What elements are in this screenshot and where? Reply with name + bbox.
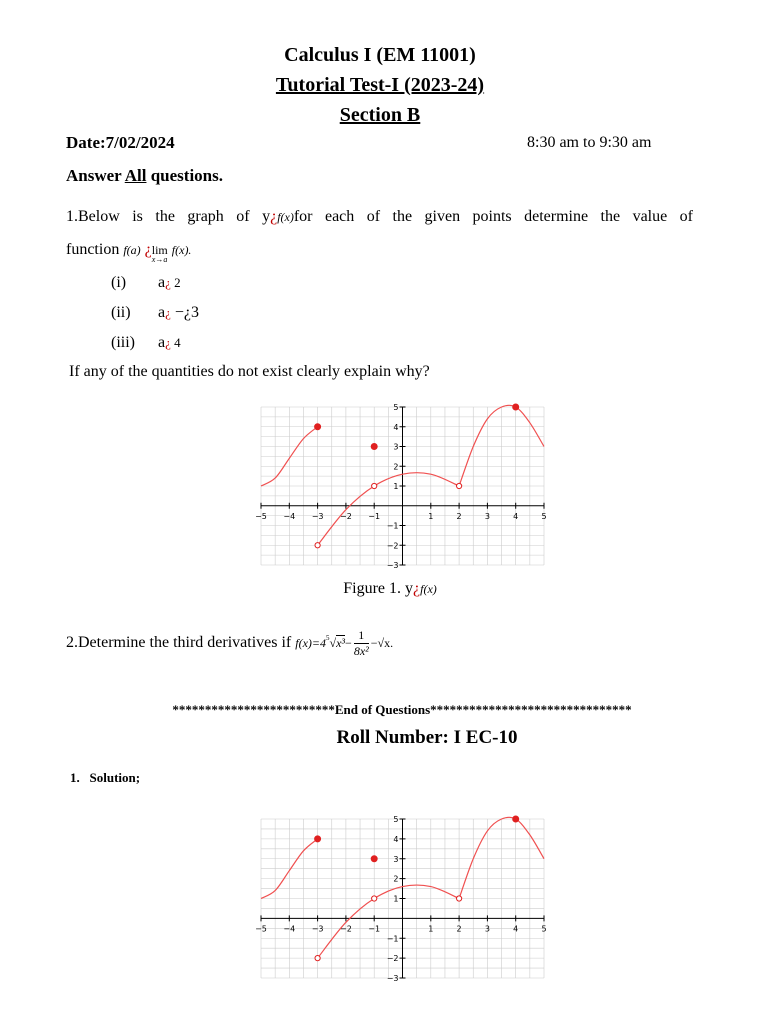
- frac-numerator: 1: [354, 628, 369, 644]
- instruction-pre: Answer: [66, 166, 125, 185]
- x-tick-label: 1: [428, 924, 434, 934]
- item-number: (ii): [111, 304, 131, 321]
- caption-pre: Figure 1. y: [343, 580, 413, 597]
- open-point: [372, 483, 377, 488]
- y-tick-label: 2: [393, 874, 399, 884]
- q1-eq-glyph: ¿: [270, 208, 278, 225]
- x-tick-label: −4: [283, 511, 296, 521]
- item-value: 2: [170, 275, 181, 290]
- test-title: Tutorial Test-I (2023-24): [275, 74, 485, 96]
- roll-number: Roll Number: I EC-10: [336, 727, 518, 748]
- open-point: [315, 956, 320, 961]
- q1-text-c: function: [66, 241, 124, 258]
- q2-root: $^5$√x³: [326, 634, 346, 651]
- x-tick-label: 5: [541, 924, 547, 934]
- item-glyph: ¿: [165, 335, 171, 350]
- y-tick-label: 3: [393, 442, 399, 452]
- instruction-post: questions.: [146, 166, 223, 185]
- q1-item-ii: [111, 304, 199, 322]
- q1-item-iii: [111, 334, 181, 352]
- q1-lim-glyph: ¿: [144, 241, 152, 258]
- q1-line2: [66, 241, 192, 264]
- filled-point: [371, 444, 377, 450]
- y-tick-label: −1: [386, 934, 399, 944]
- q1-text-a: 1.Below is the graph of y: [66, 208, 271, 225]
- x-tick-label: −1: [368, 511, 381, 521]
- caption-fx: f(x): [420, 582, 437, 596]
- item-a: a: [158, 274, 166, 291]
- y-tick-label: 5: [393, 815, 399, 824]
- y-tick-label: 3: [393, 854, 399, 864]
- date: Date:7/02/2024: [66, 133, 175, 152]
- x-tick-label: 4: [513, 924, 519, 934]
- item-number: (i): [111, 274, 127, 291]
- item-a: a: [158, 304, 166, 321]
- q2-fraction: [354, 628, 369, 659]
- solution-graph: [250, 808, 550, 990]
- item-glyph: ¿: [165, 305, 171, 320]
- y-tick-label: 4: [393, 422, 399, 432]
- frac-denominator: 8x²: [353, 644, 369, 658]
- x-tick-label: 1: [428, 511, 434, 521]
- y-tick-label: 1: [393, 482, 399, 491]
- time: 8:30 am to 9:30 am: [527, 134, 652, 151]
- q1-line1: [66, 208, 693, 226]
- x-tick-label: −2: [340, 924, 352, 934]
- q1-explain: If any of the quantities do not exist clearly explain why?: [69, 363, 430, 380]
- x-tick-label: 2: [456, 924, 462, 934]
- x-tick-label: −2: [340, 511, 352, 521]
- item-a: a: [158, 334, 166, 351]
- x-tick-label: −3: [311, 511, 324, 521]
- q1-lim-fx: f(x).: [171, 243, 192, 257]
- q1-text-b: for each of the given points determine the value of: [293, 208, 694, 225]
- open-point: [315, 543, 320, 548]
- y-tick-label: 5: [393, 403, 399, 412]
- filled-point: [513, 816, 519, 822]
- figure-1-caption: [0, 580, 768, 598]
- figure-1-graph: [250, 398, 550, 573]
- y-tick-label: −3: [386, 974, 399, 983]
- y-tick-label: 4: [393, 834, 399, 844]
- open-point: [372, 896, 377, 901]
- q2-minus2: −√x.: [370, 636, 394, 651]
- end-of-questions: *************************End of Questions*******************************: [172, 702, 632, 717]
- item-glyph: ¿: [165, 275, 171, 290]
- course-title: Calculus I (EM 11001): [284, 44, 476, 66]
- q1-fx: f(x): [277, 210, 294, 224]
- item-value: 4: [170, 335, 181, 350]
- x-tick-label: −1: [368, 924, 381, 934]
- caption-glyph: ¿: [413, 580, 421, 597]
- x-tick-label: 3: [484, 511, 490, 521]
- q2-minus1: −: [345, 636, 352, 651]
- q1-lim-sub: x→a: [151, 255, 168, 264]
- item-value: −¿3: [170, 304, 200, 321]
- instruction-all: All: [124, 166, 147, 185]
- q2-lhs: f(x)=4: [295, 636, 327, 651]
- item-number: (iii): [111, 334, 135, 351]
- section-title: Section B: [339, 104, 421, 126]
- x-tick-label: 4: [513, 511, 519, 521]
- x-tick-label: 5: [541, 511, 547, 521]
- x-tick-label: −4: [283, 924, 296, 934]
- y-tick-label: −2: [386, 954, 399, 964]
- instruction: [66, 166, 223, 186]
- q1-fa: f(a): [123, 243, 141, 257]
- x-tick-label: −3: [311, 924, 324, 934]
- root-index: 5: [326, 634, 330, 643]
- q1-lim: lim: [151, 243, 168, 257]
- q1-item-i: [111, 274, 181, 292]
- x-tick-label: 2: [456, 511, 462, 521]
- open-point: [457, 483, 462, 488]
- solution-heading: 1. Solution;: [70, 770, 141, 785]
- filled-point: [371, 856, 377, 862]
- q1-limit: [151, 243, 168, 264]
- filled-point: [315, 836, 321, 842]
- filled-point: [315, 424, 321, 430]
- y-tick-label: −3: [386, 561, 399, 570]
- y-tick-label: −2: [386, 541, 399, 551]
- y-tick-label: 1: [393, 894, 399, 904]
- filled-point: [513, 404, 519, 410]
- x-tick-label: −5: [255, 511, 267, 521]
- q2-text: 2.Determine the third derivatives if: [66, 634, 296, 652]
- open-point: [457, 896, 462, 901]
- x-tick-label: 3: [484, 924, 490, 934]
- q2-line: [66, 628, 393, 659]
- x-tick-label: −5: [255, 924, 267, 934]
- y-tick-label: 2: [393, 462, 399, 472]
- radicand: x³: [336, 636, 346, 651]
- y-tick-label: −1: [386, 521, 399, 531]
